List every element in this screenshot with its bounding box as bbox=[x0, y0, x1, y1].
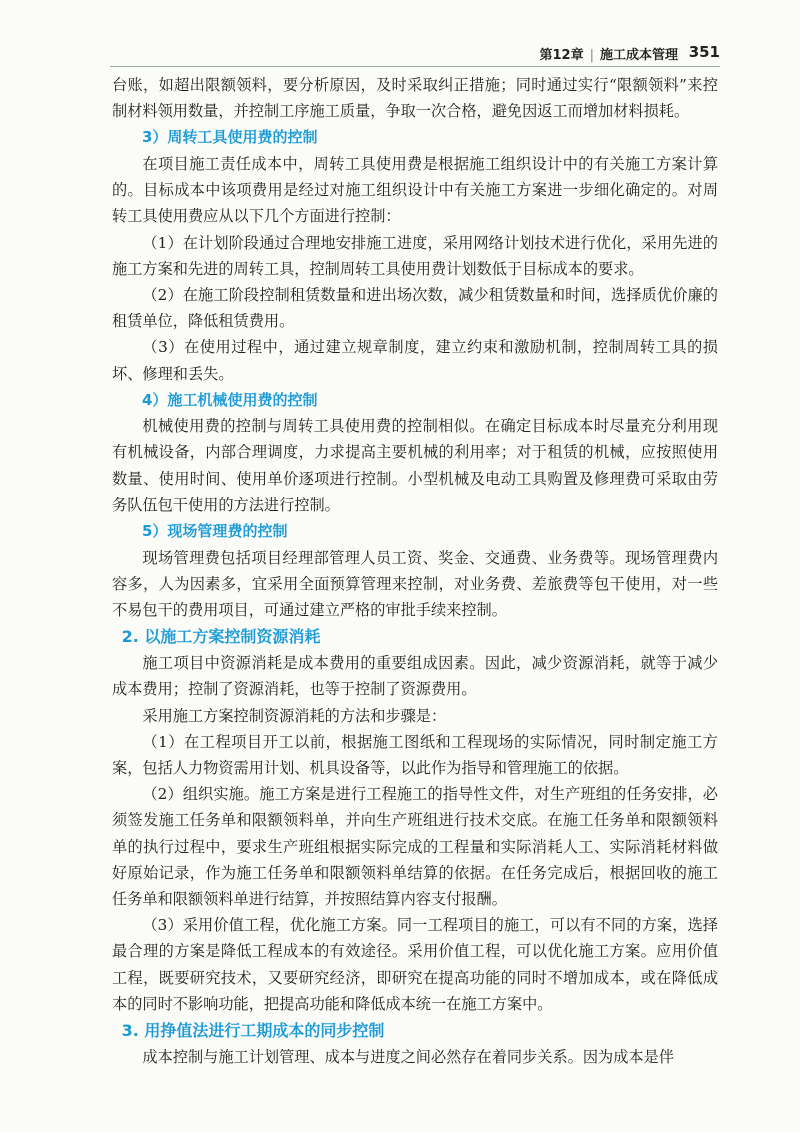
running-head-separator: | bbox=[589, 48, 594, 63]
running-head bbox=[540, 44, 679, 63]
paragraph: （2）在施工阶段控制租赁数量和进出场次数，减少租赁数量和时间，选择质优价廉的租赁单位，降低租赁费用。 bbox=[112, 285, 718, 331]
chapter-number: 第12章 bbox=[539, 48, 584, 63]
subsection-heading: 3）周转工具使用费的控制 bbox=[142, 128, 318, 147]
paragraph: （2）组织实施。施工方案是进行工程施工的指导性文件，对生产班组的任务安排，必须签发施工任务单和限额领料单，并向生产班组进行技术交底。在施工任务单和限额领料单的执行过程中，要求生产班组根据实际完成的工程量和实际消耗人工、实际消耗材料做好原始记录，作为施工任务单和限额领料单结算的依据。在任务完成后，根据回收的施工任务单和限额领料单进行结算，并按照结算内容支付报酬。 bbox=[112, 785, 718, 908]
paragraph: 台账，如超出限额领料，要分析原因，及时采取纠正措施；同时通过实行“限额领料”来控制材料领用数量，并控制工序施工质量，争取一次合格，避免因返工而增加材料损耗。 bbox=[112, 76, 718, 121]
paragraph: 现场管理费包括项目经理部管理人员工资、奖金、交通费、业务费等。现场管理费内容多，人为因素多，宜采用全面预算管理来控制，对业务费、差旅费等包干使用，对一些不易包干的费用项目，可通过建立严格的审批手续来控制。 bbox=[112, 548, 718, 619]
paragraph: 机械使用费的控制与周转工具使用费的控制相似。在确定目标成本时尽量充分利用现有机械设备，内部合理调度，力求提高主要机械的利用率；对于租赁的机械，应按照使用数量、使用时间、使用单价逐项进行控制。小型机械及电动工具购置及修理费可采取由劳务队伍包干使用的方法进行控制。 bbox=[112, 417, 718, 514]
paragraph: （3）采用价值工程，优化施工方案。同一工程项目的施工，可以有不同的方案，选择最合理的方案是降低工程成本的有效途径。采用价值工程，可以优化施工方案。应用价值工程，既要研究技术，又要研究经济，即研究在提高功能的同时不增加成本，或在降低成本的同时不影响功能，把提高功能和降低成本统一在施工方案中。 bbox=[112, 916, 718, 1013]
section-heading: 3. 用挣值法进行工期成本的同步控制 bbox=[121, 1021, 385, 1040]
subsection-heading: 4）施工机械使用费的控制 bbox=[142, 390, 318, 409]
section-heading: 2. 以施工方案控制资源消耗 bbox=[121, 627, 321, 647]
header-rule bbox=[110, 66, 720, 67]
page-header bbox=[0, 0, 800, 70]
paragraph: （3）在使用过程中，通过建立规章制度，建立约束和激励机制，控制周转工具的损坏、修理和丢失。 bbox=[112, 338, 718, 383]
paragraph: 施工项目中资源消耗是成本费用的重要组成因素。因此，减少资源消耗，就等于减少成本费用；控制了资源消耗，也等于控制了资源费用。 bbox=[112, 654, 718, 699]
chapter-title: 施工成本管理 bbox=[599, 48, 678, 63]
page-body bbox=[112, 72, 718, 1070]
paragraph: （1）在计划阶段通过合理地安排施工进度，采用网络计划技术进行优化，采用先进的施工方案和先进的周转工具，控制周转工具使用费计划数低于目标成本的要求。 bbox=[112, 233, 718, 278]
paragraph: 采用施工方案控制资源消耗的方法和步骤是： bbox=[142, 706, 447, 725]
page-number: 351 bbox=[688, 43, 720, 61]
subsection-heading: 5）现场管理费的控制 bbox=[142, 522, 288, 541]
paragraph: （1）在工程项目开工以前，根据施工图纸和工程现场的实际情况，同时制定施工方案，包括人力物资需用计划、机具设备等，以此作为指导和管理施工的依据。 bbox=[112, 732, 718, 777]
paragraph: 成本控制与施工计划管理、成本与进度之间必然存在着同步关系。因为成本是伴 bbox=[142, 1048, 674, 1066]
paragraph: 在项目施工责任成本中，周转工具使用费是根据施工组织设计中的有关施工方案计算的。目标成本中该项费用是经过对施工组织设计中有关施工方案进一步细化确定的。对周转工具使用费应从以下几个方面进行控制： bbox=[112, 154, 718, 226]
